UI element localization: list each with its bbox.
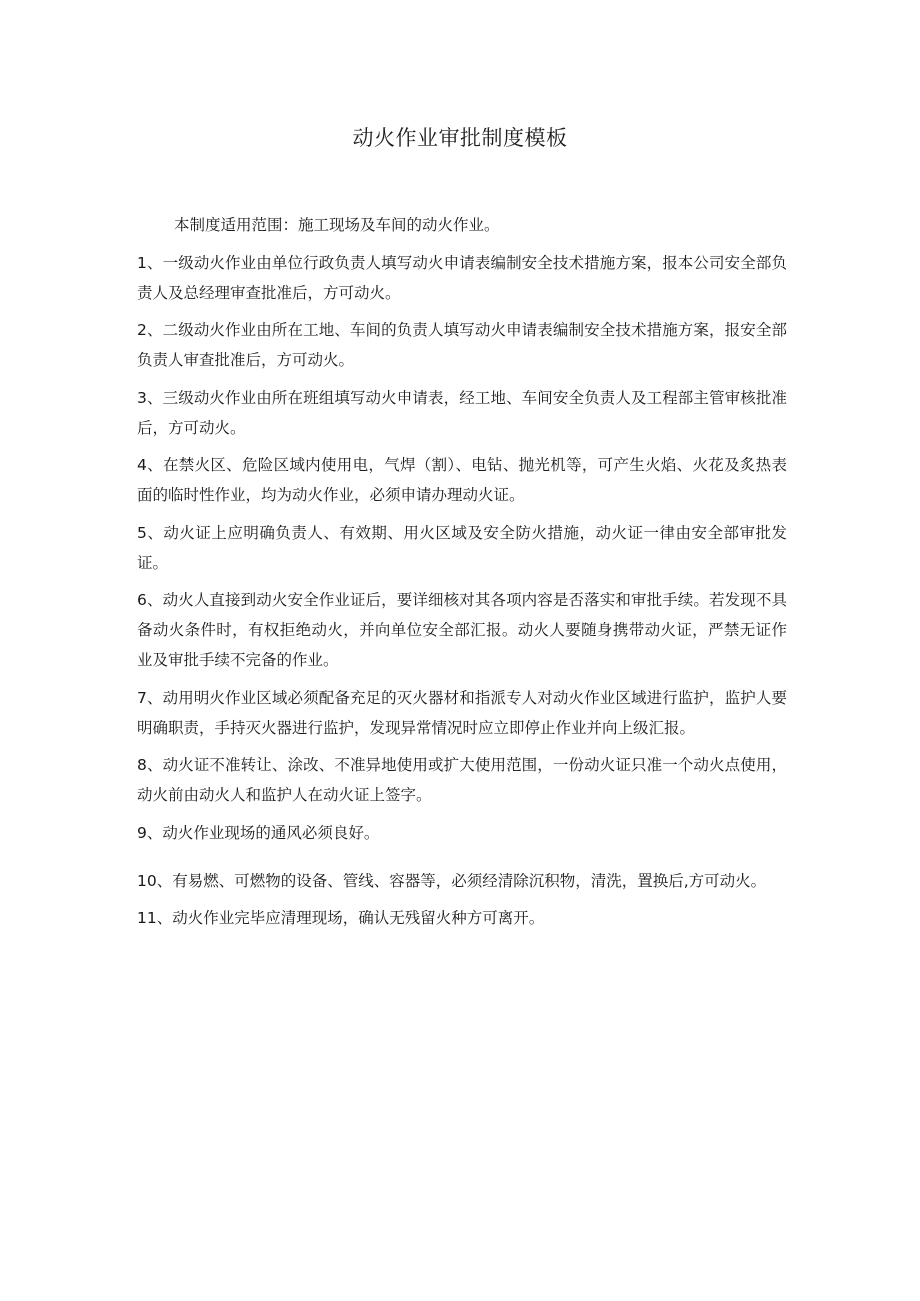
list-item-11: 11、动火作业完毕应清理现场，确认无残留火种方可离开。 bbox=[137, 909, 545, 927]
list-item-10: 10、有易燃、可燃物的设备、管线、容器等，必须经清除沉积物，清洗，置换后,方可动火。 bbox=[137, 871, 767, 890]
document-title: 动火作业审批制度模板 bbox=[352, 126, 568, 150]
list-item-5: 5、动火证上应明确负责人、有效期、用火区域及安全防火措施，动火证一律由安全部审批发证。 bbox=[137, 523, 787, 572]
list-item-1: 1、一级动火作业由单位行政负责人填写动火申请表编制安全技术措施方案，报本公司安全部负责人及总经理审查批准后，方可动火。 bbox=[137, 253, 787, 302]
list-item-8: 8、动火证不准转让、涂改、不准异地使用或扩大使用范围，一份动火证只准一个动火点使用，动火前由动火人和监护人在动火证上签字。 bbox=[137, 756, 787, 804]
list-item-6: 6、动火人直接到动火安全作业证后，要详细核对其各项内容是否落实和审批手续。若发现不具备动火条件时，有权拒绝动火，并向单位安全部汇报。动火人要随身携带动火证，严禁无证作业及审批手续不完备的作业。 bbox=[137, 591, 787, 669]
list-item-2: 2、二级动火作业由所在工地、车间的负责人填写动火申请表编制安全技术措施方案，报安全部负责人审查批准后，方可动火。 bbox=[137, 321, 787, 369]
list-item-9: 9、动火作业现场的通风必须良好。 bbox=[137, 823, 380, 842]
list-item-3: 3、三级动火作业由所在班组填写动火申请表，经工地、车间安全负责人及工程部主管审核批准后，方可动火。 bbox=[137, 388, 787, 437]
list-item-7: 7、动用明火作业区域必须配备充足的灭火器材和指派专人对动火作业区域进行监护，监护人要明确职责，手持灭火器进行监护，发现异常情况时应立即停止作业并向上级汇报。 bbox=[137, 688, 787, 737]
list-item-4: 4、在禁火区、危险区域内使用电，气焊（割）、电钻、抛光机等，可产生火焰、火花及炙热表面的临时性作业，均为动火作业，必须申请办理动火证。 bbox=[137, 456, 787, 504]
document-body bbox=[137, 210, 787, 941]
intro-paragraph: 本制度适用范围：施工现场及车间的动火作业。 bbox=[174, 216, 500, 234]
